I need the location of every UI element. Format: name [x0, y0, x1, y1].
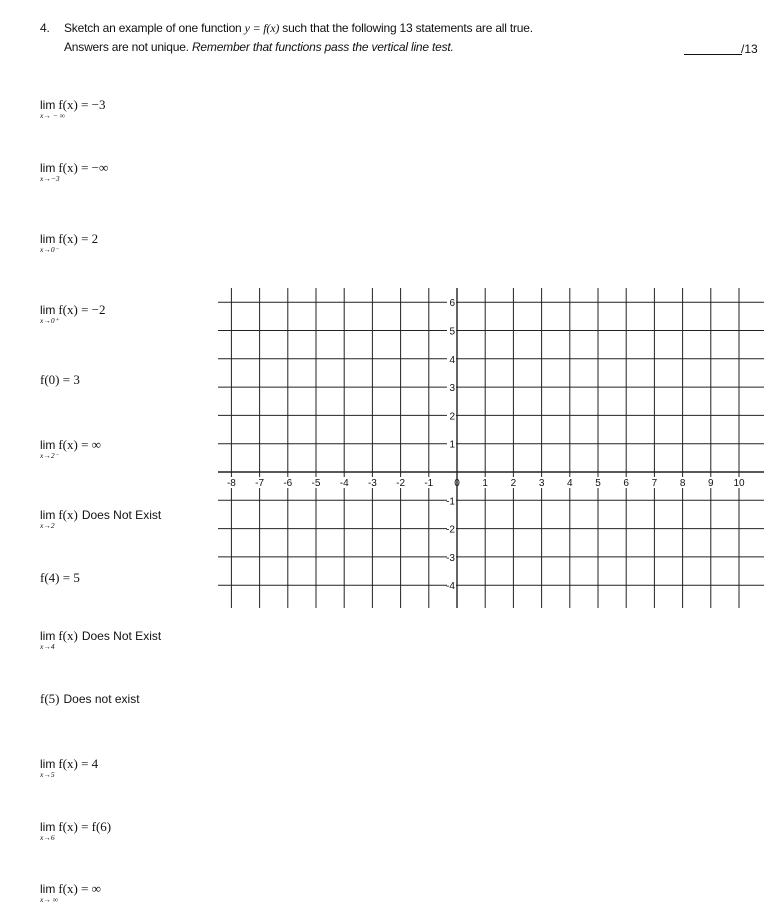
- limit-approach: x→0⁺: [40, 316, 59, 325]
- x-tick-label: 2: [510, 478, 517, 489]
- lim-word: lim: [40, 98, 56, 112]
- x-tick-label: 4: [567, 478, 573, 489]
- y-tick-label: 5: [449, 326, 455, 338]
- limit-approach: x→4: [40, 642, 55, 651]
- lim-word: lim: [40, 232, 56, 246]
- x-tick-label: -7: [255, 478, 265, 489]
- limit-approach: x→2⁻: [40, 451, 59, 460]
- x-tick-label: 9: [708, 478, 714, 489]
- limit-approach: x→0⁻: [40, 245, 59, 254]
- y-tick-label: -3: [446, 552, 455, 564]
- limit-approach: x→2: [40, 521, 55, 530]
- instruction-text-a: Sketch an example of one function: [64, 21, 245, 35]
- x-tick-label: 1: [482, 478, 488, 489]
- statement-expression: f(x) = −3: [58, 97, 106, 112]
- statement-note: Does not exist: [63, 692, 140, 706]
- lim-word: lim: [40, 508, 56, 522]
- limit-approach: x→6: [40, 833, 55, 842]
- statement-expression: f(x) = 4: [58, 756, 99, 771]
- x-tick-label: 10: [733, 478, 745, 489]
- y-tick-label: -1: [446, 496, 455, 508]
- statement-expression: f(x): [58, 507, 78, 522]
- x-tick-label: 8: [679, 478, 686, 489]
- limit-approach: x→−3: [40, 174, 60, 183]
- statement-note: Does Not Exist: [81, 629, 162, 643]
- y-tick-label: 6: [449, 298, 455, 310]
- lim-word: lim: [40, 757, 56, 771]
- statement-note: Does Not Exist: [81, 508, 162, 522]
- statement-expression: f(5): [40, 691, 60, 706]
- x-tick-label: -8: [226, 478, 236, 489]
- lim-word: lim: [40, 820, 56, 834]
- instruction-text-b: such that the following 13 statements are all true.: [279, 21, 533, 35]
- x-tick-label: 7: [651, 478, 658, 489]
- function-notation: y = f(x): [244, 21, 280, 35]
- statement-expression: f(4) = 5: [40, 570, 80, 585]
- lim-word: lim: [40, 629, 56, 643]
- statement-expression: f(0) = 3: [40, 372, 80, 387]
- x-tick-label: -2: [396, 478, 406, 489]
- statement-expression: f(x) = −2: [58, 302, 106, 317]
- limit-approach: x→5: [40, 770, 55, 779]
- instruction-reminder: Remember that functions pass the vertical line test.: [191, 40, 454, 54]
- lim-word: lim: [40, 303, 56, 317]
- statement-expression: f(x): [58, 628, 78, 643]
- limit-approach: x→ ∞: [40, 895, 59, 904]
- x-tick-label: -1: [424, 478, 434, 489]
- statement-expression: f(x) = ∞: [58, 437, 101, 452]
- y-tick-label: 3: [449, 383, 455, 395]
- limit-approach: x→ − ∞: [40, 111, 65, 120]
- y-tick-label: 2: [449, 411, 455, 423]
- statement-expression: f(x) = f(6): [58, 819, 112, 834]
- x-tick-label: 3: [538, 478, 545, 489]
- y-tick-label: 1: [449, 439, 455, 451]
- lim-word: lim: [40, 882, 56, 896]
- problem-number: 4.: [40, 21, 50, 35]
- statement-expression: f(x) = 2: [58, 231, 99, 246]
- x-tick-label: 5: [595, 478, 601, 489]
- lim-word: lim: [40, 438, 56, 452]
- y-tick-label: 4: [449, 354, 455, 366]
- lim-word: lim: [40, 161, 56, 175]
- x-tick-label: 6: [623, 478, 629, 489]
- x-tick-label: -6: [283, 478, 293, 489]
- instruction-note: Answers are not unique.: [64, 40, 192, 54]
- score-total: /13: [741, 42, 758, 56]
- statement-expression: f(x) = ∞: [58, 881, 101, 896]
- x-tick-label: -5: [311, 478, 321, 489]
- y-tick-label: -4: [446, 581, 455, 593]
- y-tick-label: -2: [446, 524, 455, 536]
- statement-expression: f(x) = −∞: [58, 160, 109, 175]
- x-tick-label: -4: [339, 478, 349, 489]
- x-tick-label: -3: [367, 478, 377, 489]
- x-tick-label: 0: [454, 478, 460, 489]
